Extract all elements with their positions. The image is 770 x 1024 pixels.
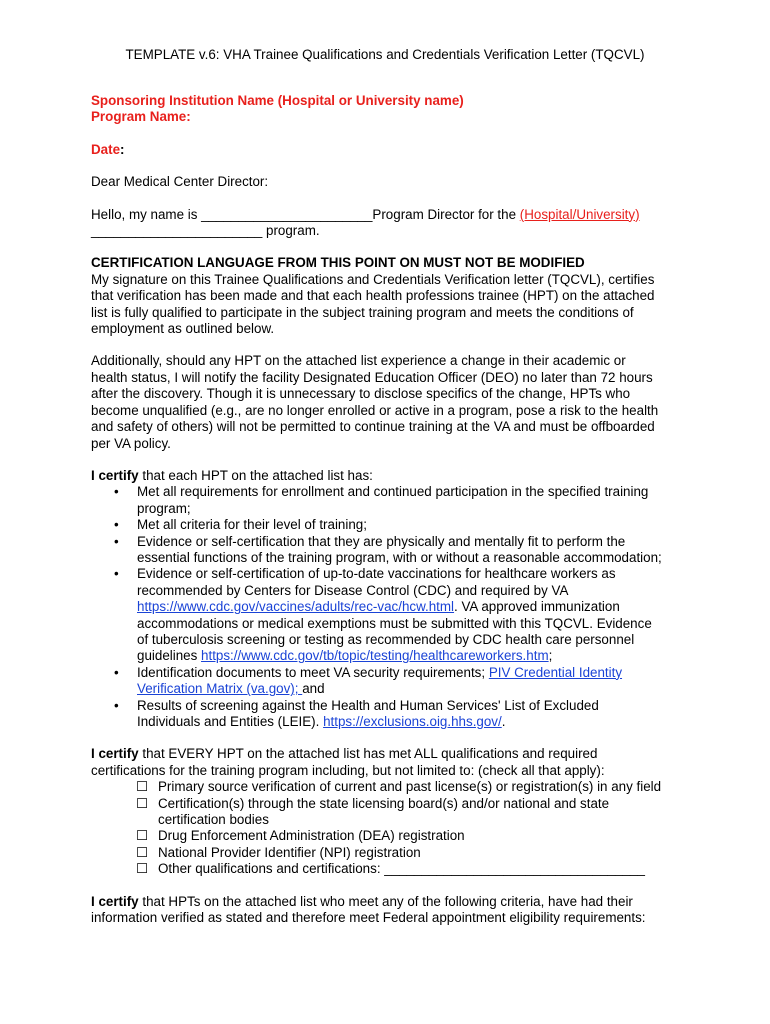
para2-line: after the discovery. Though it is unnecessary to disclose specifics of the change, HPTs who <box>91 386 631 402</box>
certification-heading: CERTIFICATION LANGUAGE FROM THIS POINT ON MUST NOT BE MODIFIED <box>91 255 585 271</box>
checkbox-icon[interactable]: ☐ <box>136 779 149 795</box>
list-item-text: Met all requirements for enrollment and continued participation in the specified training <box>137 484 649 500</box>
list-item <box>91 566 683 664</box>
intro-line-2: _______________________ program. <box>91 223 320 239</box>
list-item-text: program; <box>137 500 191 516</box>
list-item-text: guidelines <box>137 648 202 664</box>
checklist-item-text: National Provider Identifier (NPI) registration <box>158 844 421 860</box>
list-item-text: recommended by Centers for Disease Control (CDC) and required by VA <box>137 582 569 598</box>
certify-2-text: that EVERY HPT on the attached list has met ALL qualifications and required <box>138 746 598 762</box>
certify-3-text: information verified as stated and therefore meet Federal appointment eligibility requirements: <box>91 910 646 926</box>
oig-exclusions-link[interactable]: https://exclusions.oig.hhs.gov/ <box>323 714 502 729</box>
date-colon: : <box>120 141 125 157</box>
list-item <box>91 534 683 567</box>
para1-line: list is fully qualified to participate in the subject training program and meets the conditions of <box>91 304 634 320</box>
checklist-item[interactable] <box>91 796 683 829</box>
qualifications-checklist <box>91 779 683 877</box>
bullet-icon: • <box>114 697 119 713</box>
list-item-text <box>137 681 683 697</box>
checkbox-icon[interactable]: ☐ <box>136 828 149 844</box>
para2-line: per VA policy. <box>91 435 171 451</box>
template-header: TEMPLATE v.6: VHA Trainee Qualifications and Credentials Verification Letter (TQCVL) <box>125 47 645 62</box>
bullet-icon: • <box>114 664 119 680</box>
requirements-list <box>91 484 683 730</box>
list-item-text: Identification documents to meet VA security requirements; <box>137 664 489 680</box>
certify-bold: I certify <box>91 467 139 483</box>
list-item <box>91 698 683 731</box>
checkbox-icon[interactable]: ☐ <box>136 795 149 811</box>
list-item-text: Evidence or self-certification that they are physically and mentally fit to perform the <box>137 533 626 549</box>
list-item-text: of tuberculosis screening or testing as recommended by CDC health care personnel <box>137 631 635 647</box>
certify-3-text: that HPTs on the attached list who meet any of the following criteria, have had their <box>138 893 633 909</box>
para2-line: become unqualified (e.g., are no longer enrolled or active in a program, pose a risk to the health <box>91 402 659 418</box>
para2-line: health status, I will notify the facility Designated Education Officer (DEO) no later than 72 hours <box>91 369 653 385</box>
intro-text: Hello, my name is _______________________Program Director for the <box>91 206 520 222</box>
checklist-item-text: Other qualifications and certifications: ___________________________________ <box>158 861 645 877</box>
list-item-text: and <box>302 681 325 697</box>
bullet-icon: • <box>114 566 119 582</box>
list-item-text: Evidence or self-certification of up-to-date vaccinations for healthcare workers as <box>137 566 616 582</box>
certify-2-intro <box>91 746 683 762</box>
date-field[interactable] <box>91 142 683 158</box>
salutation: Dear Medical Center Director: <box>91 174 269 190</box>
certify-1-text: that each HPT on the attached list has: <box>138 467 373 483</box>
date-label: Date <box>91 141 121 157</box>
cdc-tb-testing-link[interactable]: https://www.cdc.gov/tb/topic/testing/healthcareworkers.htm <box>201 648 549 664</box>
list-item-text: essential functions of the training program, with or without a reasonable accommodation; <box>137 549 662 565</box>
checklist-item[interactable] <box>91 845 683 861</box>
list-item <box>91 517 683 533</box>
checklist-item[interactable] <box>91 828 683 844</box>
list-item-text <box>137 599 683 615</box>
bullet-icon: • <box>114 517 119 533</box>
list-item-text <box>137 648 683 664</box>
list-item <box>91 484 683 517</box>
hospital-university-field[interactable]: (Hospital/University) <box>519 206 640 222</box>
para1-line: My signature on this Trainee Qualifications and Credentials Verification letter (TQCVL), certifies <box>91 271 655 287</box>
list-item-text: Individuals and Entities (LEIE). <box>137 714 324 729</box>
list-item-text <box>137 714 683 730</box>
list-item <box>91 665 683 698</box>
cdc-vaccines-link[interactable]: https://www.cdc.gov/vaccines/adults/rec-vac/hcw.html <box>137 599 455 615</box>
certify-bold: I certify <box>91 746 139 762</box>
para1-line: employment as outlined below. <box>91 321 275 337</box>
bullet-icon: • <box>114 484 119 500</box>
checkbox-icon[interactable]: ☐ <box>136 861 149 877</box>
program-name-field[interactable]: Program Name: <box>91 109 191 125</box>
piv-matrix-link[interactable]: PIV Credential Identity <box>488 664 623 680</box>
para2-line: Additionally, should any HPT on the attached list experience a change in their academic or <box>91 353 626 369</box>
checklist-item-text: Drug Enforcement Administration (DEA) registration <box>158 828 465 844</box>
checklist-item[interactable] <box>91 779 683 795</box>
intro-line-1 <box>91 207 683 223</box>
checklist-item-text: certification bodies <box>158 812 269 828</box>
checklist-item-text: Certification(s) through the state licensing board(s) and/or national and state <box>158 795 610 811</box>
list-item-text: Met all criteria for their level of training; <box>137 517 367 533</box>
certify-2-text: certifications for the training program including, but not limited to: (check all that apply): <box>91 762 605 778</box>
list-item-text: Results of screening against the Health and Human Services' List of Excluded <box>137 697 599 713</box>
certify-bold: I certify <box>91 893 139 909</box>
para2-line: and safety of others) will not be permitted to continue training at the VA and must be offboarded <box>91 419 655 435</box>
para1-line: that verification has been made and that each health professions trainee (HPT) on the attached <box>91 288 655 304</box>
checkbox-icon[interactable]: ☐ <box>136 844 149 860</box>
list-item-text <box>137 665 683 681</box>
letter-body <box>91 93 683 926</box>
checklist-item-text: Primary source verification of current and past license(s) or registration(s) in any field <box>158 779 662 795</box>
piv-matrix-link-cont[interactable]: Verification Matrix (va.gov); <box>137 681 303 697</box>
checklist-item[interactable] <box>91 861 683 877</box>
list-item-text: ; <box>548 648 553 664</box>
list-item-text: . VA approved immunization <box>454 599 620 615</box>
list-item-text: accommodations or medical exemptions must be submitted with this TQCVL. Evidence <box>137 615 652 631</box>
certify-1-intro <box>91 468 683 484</box>
sponsoring-institution-field[interactable]: Sponsoring Institution Name (Hospital or University name) <box>91 93 464 108</box>
list-item-text: . <box>501 714 506 729</box>
bullet-icon: • <box>114 533 119 549</box>
certify-3-intro <box>91 894 683 910</box>
